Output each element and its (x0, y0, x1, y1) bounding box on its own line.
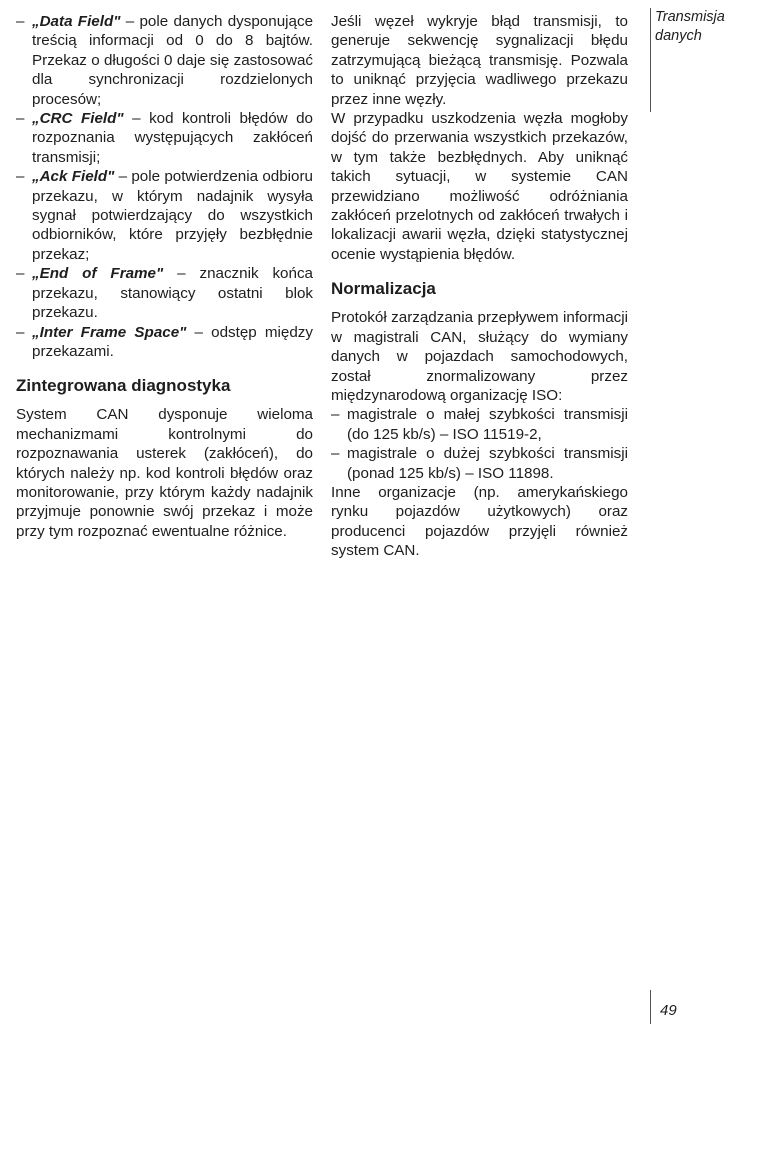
list-item: – „Inter Frame Space" – odstęp między przekazami. (16, 323, 313, 360)
margin-note-line: Transmisja (655, 9, 725, 25)
section-heading-diagnostics: Zintegrowana diagnostyka (16, 376, 231, 396)
list-item: – magistrale o małej szybkości transmisji (do 125 kb/s) – ISO 11519-2, (331, 406, 628, 443)
page-number: 49 (660, 1002, 677, 1019)
iso-standards-list (331, 405, 628, 483)
list-item: – „CRC Field" – kod kontroli błędów do rozpoznania występujących zakłóceń transmisji; (16, 110, 314, 166)
paragraph-node-failure: W przypadku uszkodzenia węzła mogłoby dojść do przerwania wszystkich przekazów, w tym także bezbłędnych. Aby uniknąć takich sytuacji, w systemie CAN przewidziano możliwość odróżniania zakłóceń przelotnych od zakłóceń trwałych i lokalizacji awarii węzła, dzięki statystycznej ocenie wystąpienia błędów. (331, 110, 628, 263)
list-item: – magistrale o dużej szybkości transmisji (ponad 125 kb/s) – ISO 11898. (331, 445, 628, 482)
margin-rule-bottom (650, 990, 651, 1024)
list-item: – „End of Frame" – znacznik końca przekazu, stanowiący ostatni blok przekazu. (16, 265, 313, 322)
left-column (16, 12, 313, 541)
diagnostics-paragraph: System CAN dysponuje wieloma mechanizmami kontrolnymi do rozpoznawania usterek (zakłóceń), do których należy np. kod kontroli błędów oraz monitorowanie, przy którym każdy nadajnik przyjmuje ponownie swój przekaz i może przy tym rozpoznać ewentualne różnice. (16, 406, 313, 540)
margin-note (655, 8, 725, 46)
middle-column (331, 12, 628, 561)
margin-note-line: danych (655, 28, 702, 44)
frame-fields-list (16, 12, 313, 361)
paragraph-error-sequence: Jeśli węzeł wykryje błąd transmisji, to generuje sekwencję sygnalizacji błędu zatrzymującą bieżącą transmisję. Pozwala to uniknąć przyjęcia wadliwego przekazu przez inne węzły. (331, 13, 628, 108)
list-item: – „Data Field" – pole danych dysponujące treścią informacji od 0 do 8 bajtów. Przekaz o długości 0 daje się zastosować dla synchronizacji rozdzielonych procesów; (16, 13, 314, 108)
section-heading-normalization: Normalizacja (331, 279, 436, 299)
list-item: – „Ack Field" – pole potwierdzenia odbioru przekazu, w którym nadajnik wysyła sygnał potwierdzający do wszystkich odbiorników, które przyjęły bezbłędnie przekaz; (16, 168, 313, 263)
margin-rule-top (650, 8, 651, 112)
paragraph-other-organizations: Inne organizacje (np. amerykańskiego rynku pojazdów użytkowych) oraz producenci pojazdów przyjęli również system CAN. (331, 483, 628, 560)
paragraph-protocol: Protokół zarządzania przepływem informacji w magistrali CAN, służący do wymiany danych w pojazdach samochodowych, został znormalizowany przez międzynarodową organizację ISO: (331, 309, 628, 404)
